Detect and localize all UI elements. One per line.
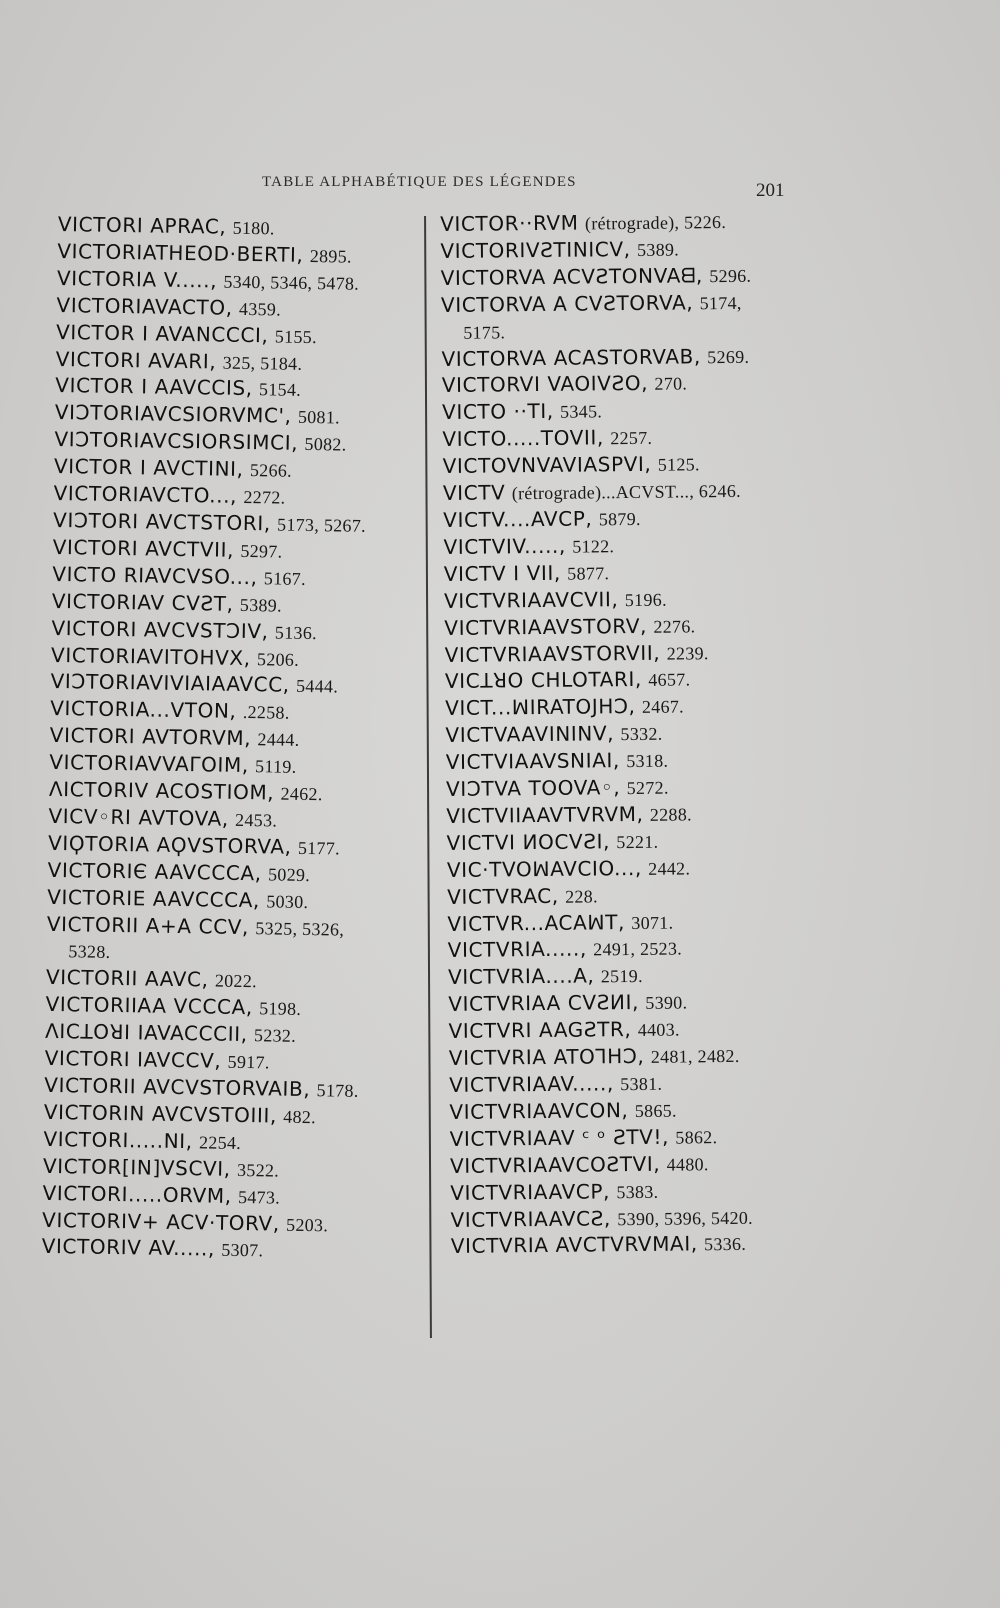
- coin-legend: VICTORIE AAVCCCA,: [47, 884, 261, 912]
- index-entry: [442, 370, 792, 401]
- catalogue-refs: 325, 5184.: [222, 352, 303, 374]
- coin-legend: VICTORIA...VTON,: [50, 696, 237, 724]
- catalogue-refs: 5081.: [297, 407, 341, 428]
- catalogue-refs: 482.: [283, 1106, 317, 1128]
- catalogue-refs: 2481, 2482.: [650, 1046, 740, 1067]
- index-entry: [445, 693, 795, 724]
- coin-legend: VICTV: [442, 480, 506, 506]
- coin-legend: VIC·TVOꟽAVCIO...,: [446, 855, 642, 882]
- index-entry: [447, 908, 797, 939]
- coin-legend: VICTO.....TOVII,: [442, 425, 605, 452]
- index-entry: [449, 1042, 799, 1073]
- catalogue-refs: 2022.: [214, 970, 258, 992]
- coin-legend: VICTORII AVCVSTORVAIB,: [44, 1072, 311, 1102]
- catalogue-refs: 5297.: [240, 540, 283, 562]
- coin-legend: VICTORIIAA VCCCA,: [45, 992, 254, 1020]
- catalogue-refs: 5154.: [258, 379, 302, 401]
- coin-legend: VICTORVA A CVƧTORVA,: [440, 290, 694, 317]
- coin-legend: VICTORII AAVC,: [45, 965, 209, 992]
- catalogue-refs: 5345.: [560, 401, 603, 423]
- index-entry: [447, 854, 797, 885]
- catalogue-refs: 5180.: [232, 217, 275, 239]
- catalogue-refs: 5473.: [237, 1186, 281, 1208]
- coin-legend: VICTVRIAAV ᶜ ᵒ ƧTV!,: [449, 1124, 670, 1151]
- catalogue-refs: 5178.: [316, 1080, 359, 1101]
- catalogue-refs: 5917.: [227, 1051, 270, 1073]
- catalogue-refs: 2276.: [653, 615, 696, 637]
- right-column: [440, 208, 801, 1261]
- index-entry: [449, 1069, 799, 1100]
- index-entry: [445, 720, 795, 751]
- catalogue-refs: 5221.: [616, 831, 659, 853]
- catalogue-refs: 5155.: [274, 326, 318, 347]
- catalogue-refs: 5174,: [699, 292, 742, 314]
- coin-legend: VICTORIN AVCVSTOIII,: [43, 1099, 278, 1128]
- catalogue-refs: 5332.: [620, 723, 663, 745]
- coin-legend: VIϽTORIAVCSIORVMC',: [54, 400, 292, 429]
- catalogue-refs: 5272.: [626, 777, 669, 799]
- catalogue-refs: 228.: [565, 886, 598, 907]
- catalogue-refs: 2462.: [280, 783, 323, 805]
- index-entry: [444, 558, 794, 589]
- catalogue-refs: 2254.: [198, 1132, 242, 1153]
- catalogue-refs: .2258.: [242, 702, 290, 724]
- coin-legend: VICTORI IAVCCV,: [44, 1045, 222, 1073]
- coin-legend: VICTVRIA AVCTVRVMAI,: [450, 1231, 698, 1259]
- catalogue-refs: 5122.: [572, 536, 615, 557]
- catalogue-refs: 5389.: [239, 594, 283, 616]
- coin-legend: VICTORI AVARI,: [55, 346, 217, 374]
- index-entry: [446, 800, 796, 831]
- coin-legend: VIϽTVA TOOVA◦,: [445, 775, 621, 801]
- catalogue-refs: 2442.: [648, 858, 691, 879]
- running-title: TABLE ALPHABÉTIQUE DES LÉGENDES: [262, 174, 577, 190]
- catalogue-refs: 5198.: [259, 998, 302, 1020]
- catalogue-refs: 5307.: [221, 1240, 264, 1261]
- coin-legend: VIϽTORIAVIVIAIAAVCC,: [50, 669, 290, 698]
- index-entry: [451, 1231, 801, 1262]
- index-entry: [450, 1204, 800, 1235]
- coin-legend: VICTVRAC,: [447, 883, 559, 909]
- catalogue-refs: 4359.: [238, 298, 282, 320]
- catalogue-refs: 3522.: [236, 1159, 280, 1181]
- index-entry: [443, 450, 793, 481]
- catalogue-refs: 5206.: [256, 648, 300, 670]
- coin-legend: ΛICꓕOꓤI IAVACCCII,: [44, 1019, 248, 1047]
- index-entry: [448, 962, 798, 993]
- coin-legend: VICTVRIAA CVƧИI,: [448, 990, 640, 1017]
- coin-legend: VICTORI AVTORVM,: [49, 723, 252, 751]
- coin-legend: VICTORVA ACASTORVAB,: [441, 343, 701, 371]
- catalogue-refs: 5173, 5267.: [276, 514, 367, 536]
- catalogue-refs: 2453.: [234, 809, 278, 831]
- catalogue-refs: 5196.: [624, 589, 667, 610]
- catalogue-refs: 5082.: [304, 434, 347, 455]
- coin-legend: VICTORIAVCTO...,: [53, 481, 238, 508]
- coin-legend: VICꓕꓤO CHLOTARI,: [444, 667, 643, 694]
- coin-legend: VICTOR I AAVCCIS,: [55, 373, 253, 401]
- index-entry: [443, 504, 793, 535]
- coin-legend: VICTVRI AAGƧTR,: [448, 1017, 632, 1044]
- catalogue-refs: 2444.: [257, 729, 300, 751]
- index-entry: [446, 827, 796, 858]
- index-entry: [450, 1123, 800, 1154]
- index-entry: [443, 477, 793, 508]
- index-entry: [445, 666, 795, 697]
- catalogue-refs: 5029.: [267, 864, 311, 885]
- coin-legend: VICTORIA V.....,: [56, 265, 218, 293]
- catalogue-refs: 5389.: [636, 239, 680, 260]
- coin-legend: VICTORI AVCVSTϽIV,: [51, 615, 269, 643]
- coin-legend: VICTOR I AVANCCCI,: [55, 319, 269, 347]
- catalogue-refs: 5862.: [675, 1126, 718, 1148]
- catalogue-refs: 5336.: [703, 1234, 747, 1255]
- index-entry: [441, 289, 791, 320]
- coin-legend: VICTVRIAAVCVII,: [443, 586, 619, 613]
- coin-legend: VICTV....AVCP,: [443, 506, 593, 532]
- catalogue-refs: 2239.: [666, 642, 709, 664]
- catalogue-refs: 2288.: [649, 804, 692, 825]
- catalogue-refs: 5030.: [266, 891, 309, 912]
- coin-legend: VICTVRIA....A,: [447, 963, 595, 990]
- catalogue-refs: 5328.: [68, 941, 111, 963]
- coin-legend: VICTVIIAAVTVRVM,: [446, 801, 644, 828]
- catalogue-refs: 5119.: [254, 756, 297, 777]
- coin-legend: VICTVAAVININV,: [445, 721, 615, 748]
- coin-legend: VICT...ꟽIRATOJHϽ,: [445, 694, 636, 721]
- coin-legend: VICTOR··RVM: [440, 210, 579, 236]
- coin-legend: VICTVRIAAVCON,: [449, 1097, 629, 1124]
- catalogue-refs: 5865.: [634, 1100, 677, 1121]
- catalogue-refs: 5390.: [645, 992, 688, 1014]
- catalogue-refs: 5177.: [297, 837, 341, 859]
- coin-legend: VICTVRIAAVSTORV,: [444, 613, 648, 640]
- coin-legend: VICTVRIAAVSTORVII,: [444, 640, 661, 667]
- index-entry: [440, 208, 790, 239]
- coin-legend: VIϘTORIA AϘVSTORVA,: [47, 830, 292, 859]
- coin-legend: VICTORIV AV.....,: [41, 1234, 216, 1262]
- catalogue-refs: 270.: [654, 373, 688, 395]
- catalogue-refs: 5125.: [657, 454, 700, 475]
- catalogue-refs: 2491, 2523.: [593, 938, 683, 960]
- coin-legend: VICTORIAV CVƧT,: [51, 588, 234, 616]
- index-entry: [447, 881, 797, 912]
- catalogue-refs: 2257.: [610, 428, 653, 449]
- coin-legend: VICTORIAVACTO,: [56, 292, 233, 320]
- coin-legend: VICTVIAAVSNIAI,: [445, 748, 621, 775]
- coin-legend: VICTVR...ACAꟽT,: [447, 909, 626, 936]
- coin-legend: VICTVI ИOCVƧI,: [446, 829, 611, 855]
- catalogue-refs: 2467.: [641, 696, 685, 718]
- coin-legend: VICTORIЄ AAVCCCA,: [47, 857, 262, 886]
- index-entry: [450, 1177, 800, 1208]
- coin-legend: VICTORVA ACVƧTONVAᗺ,: [440, 263, 704, 290]
- catalogue-refs: 3071.: [631, 912, 674, 933]
- coin-legend: VIϽTORI AVCTSTORI,: [52, 507, 271, 536]
- index-entry: [444, 612, 794, 643]
- coin-legend: VICTORIVƧTINICV,: [440, 236, 631, 263]
- catalogue-refs: 5879.: [598, 508, 641, 530]
- index-entry: [441, 343, 791, 374]
- coin-legend: VICTVRIAAV.....,: [449, 1071, 614, 1097]
- coin-legend: VICTOVNVAVIASPVI,: [442, 451, 652, 479]
- coin-legend: VICTORI.....NI,: [43, 1126, 193, 1154]
- index-entry: [443, 531, 793, 562]
- coin-legend: VICTORII A+A CCV,: [46, 911, 250, 939]
- coin-legend: VICTVRIA.....,: [447, 936, 587, 963]
- catalogue-refs: 5325, 5326,: [255, 917, 345, 940]
- catalogue-refs: 4403.: [637, 1019, 680, 1041]
- index-entry: [446, 773, 796, 804]
- index-entry: [42, 1234, 402, 1267]
- coin-legend: VICV◦RI AVTOVA,: [48, 803, 229, 831]
- catalogue-refs: 5136.: [274, 622, 318, 643]
- index-entry: [442, 424, 792, 455]
- catalogue-refs: 5340, 5346, 5478.: [223, 271, 360, 294]
- coin-legend: VICTORI APRAC,: [57, 212, 227, 239]
- index-entry: [441, 316, 791, 347]
- coin-legend: VICTORVI VAOIVƧO,: [441, 371, 649, 398]
- catalogue-refs: 5266.: [249, 460, 293, 481]
- coin-legend: VICTVRIAAVCP,: [450, 1178, 611, 1205]
- catalogue-refs: 5877.: [567, 563, 610, 584]
- coin-legend: VICTORIV+ ACV·TORV,: [41, 1207, 280, 1236]
- catalogue-refs: 2895.: [309, 245, 352, 267]
- catalogue-refs: 5232.: [253, 1025, 297, 1047]
- catalogue-refs: 2272.: [243, 487, 286, 508]
- catalogue-refs: 5444.: [295, 676, 339, 697]
- page-number: 201: [756, 180, 785, 201]
- index-entry: [448, 989, 798, 1020]
- left-column: [42, 212, 418, 1267]
- coin-legend: VICTVRIAAVCOƧTVI,: [449, 1151, 661, 1178]
- coin-legend: VICTORI AVCTVII,: [52, 534, 235, 562]
- index-entry: [440, 235, 790, 266]
- catalogue-refs: 2519.: [600, 966, 643, 987]
- index-entry: [441, 262, 791, 293]
- coin-legend: VICTORI.....ORVM,: [42, 1180, 232, 1208]
- coin-legend: VICTVIV.....,: [443, 533, 567, 559]
- catalogue-refs: (rétrograde)...ACVST..., 6246.: [511, 480, 741, 504]
- coin-legend: VICTORIAVVAΓOIM,: [49, 750, 249, 778]
- coin-legend: VICTVRIA ATOꓶHϽ,: [448, 1044, 645, 1071]
- catalogue-refs: 5167.: [263, 568, 307, 589]
- catalogue-refs: 5318.: [626, 750, 669, 772]
- coin-legend: VICTOR I AVCTINI,: [53, 454, 244, 482]
- coin-legend: VICTORIAVITOHVX,: [50, 642, 251, 670]
- coin-legend: VICTV I VII,: [443, 560, 562, 586]
- coin-legend: VICTO RIAVCVSO...,: [52, 561, 258, 589]
- index-entry: [450, 1150, 800, 1181]
- index-entry: [446, 746, 796, 777]
- index-entry: [448, 935, 798, 966]
- column-divider: [424, 216, 431, 1338]
- index-entry: [444, 585, 794, 616]
- index-entry: [449, 1096, 799, 1127]
- catalogue-refs: 5269.: [707, 346, 750, 367]
- coin-legend: VICTOR[IN]VSCVI,: [42, 1153, 231, 1181]
- index-entry: [442, 397, 792, 428]
- catalogue-refs: 4480.: [666, 1153, 709, 1175]
- catalogue-refs: 5390, 5396, 5420.: [617, 1207, 754, 1229]
- catalogue-refs: 4657.: [648, 669, 691, 691]
- catalogue-refs: 5383.: [616, 1181, 659, 1202]
- index-entry: [448, 1015, 798, 1046]
- coin-legend: VIϽTORIAVCSIORSIMCI,: [54, 427, 299, 456]
- catalogue-refs: 5175.: [463, 321, 506, 343]
- coin-legend: VICTO ··TI,: [441, 399, 554, 425]
- catalogue-refs: 5296.: [709, 265, 752, 286]
- coin-legend: ΛICTORIV ACOSTIOM,: [48, 776, 275, 805]
- index-entry: [445, 639, 795, 670]
- catalogue-refs: 5381.: [620, 1073, 663, 1095]
- catalogue-refs: (rétrograde), 5226.: [584, 212, 727, 234]
- catalogue-refs: 5203.: [285, 1214, 329, 1235]
- coin-legend: VICTVRIAAVCƧ,: [450, 1205, 612, 1232]
- coin-legend: VICTORIATHEOD·BERTI,: [57, 238, 304, 267]
